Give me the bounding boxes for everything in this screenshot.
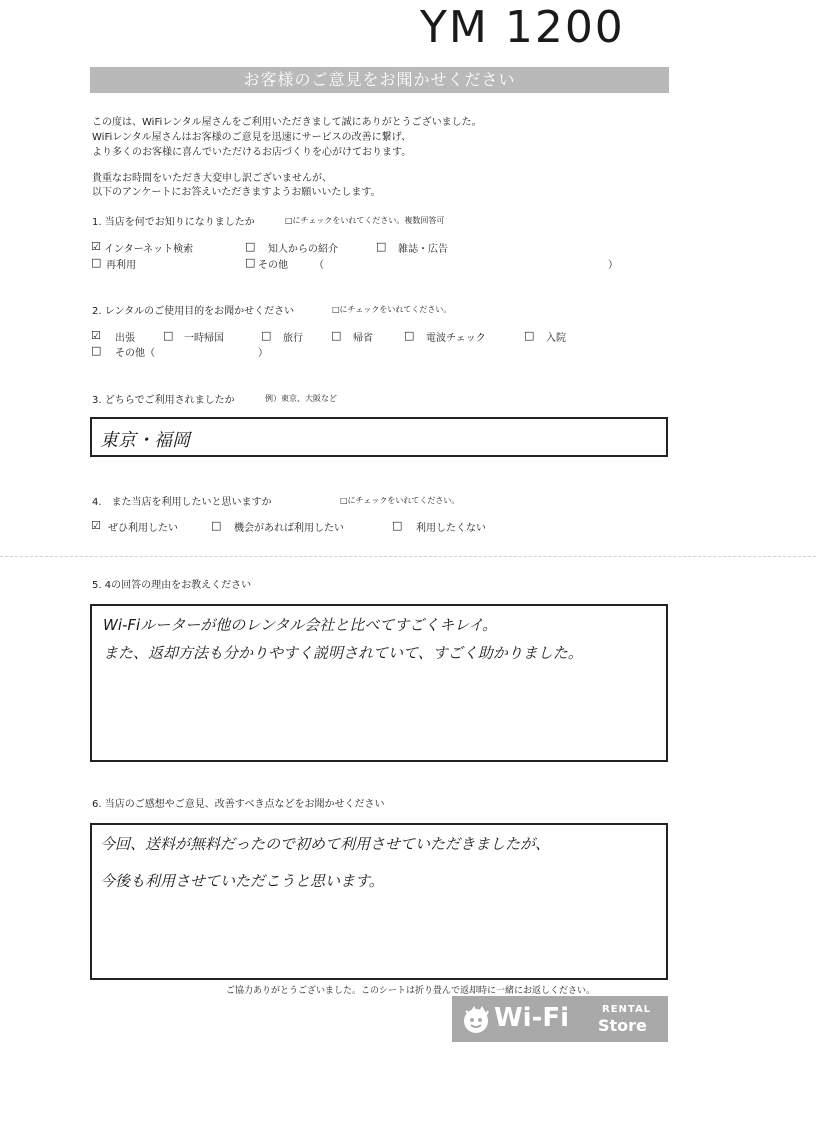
q2-checkbox-business[interactable]: ☑	[91, 329, 101, 342]
q2-option-business: 出張	[115, 333, 135, 344]
q4-option-no: 利用したくない	[416, 523, 486, 534]
q4-note: □にチェックをいれてください。	[340, 496, 460, 505]
q6-answer-line-2: 今後も利用させていただこうと思います。	[100, 872, 384, 890]
q1-other-open-paren: （	[314, 260, 324, 271]
q2-checkbox-homecoming[interactable]: □	[331, 329, 342, 342]
fold-line-1	[0, 556, 816, 557]
q4-option-if-chance: 機会があれば利用したい	[234, 523, 344, 534]
q2-option-signal-check: 電波チェック	[426, 333, 486, 344]
footer-note: ご協力ありがとうございました。このシートは折り畳んで返却時に一緒にお返しください。	[226, 986, 596, 996]
q2-option-homecoming: 帰省	[353, 333, 373, 344]
q2-other-close-paren: ）	[258, 348, 268, 359]
q4-checkbox-if-chance[interactable]: □	[211, 519, 222, 532]
q1-option-other: その他	[258, 260, 288, 271]
wifi-store-logo	[452, 996, 668, 1042]
q3-question: 3. どちらでご利用されましたか	[92, 395, 235, 406]
q2-checkbox-temp-return[interactable]: □	[163, 329, 174, 342]
q1-checkbox-reuse[interactable]: □	[91, 256, 102, 269]
q3-answer: 東京・福岡	[100, 430, 190, 451]
form-title: お客様のご意見をお聞かせください	[90, 67, 669, 93]
handwritten-id: YM 1200	[420, 2, 625, 53]
logo-main: Wi-Fi	[494, 1003, 570, 1033]
q1-checkbox-magazine[interactable]: □	[376, 240, 387, 253]
q2-checkbox-other[interactable]: □	[91, 344, 102, 357]
mascot-icon	[460, 1003, 492, 1035]
q1-option-friend: 知人からの紹介	[268, 244, 338, 255]
intro-line-1: この度は、WiFiレンタル屋さんをご利用いただきまして誠にありがとうございました。	[92, 117, 482, 128]
q6-answer-line-1: 今回、送料が無料だったので初めて利用させていただきましたが、	[100, 835, 551, 853]
intro-line-5: 以下のアンケートにお答えいただきますようお願いいたします。	[92, 187, 381, 198]
intro-line-2: WiFiレンタル屋さんはお客様のご意見を迅速にサービスの改善に繋げ、	[92, 132, 412, 143]
intro-line-4: 貴重なお時間をいただき大変申し訳ございませんが、	[92, 173, 332, 184]
q1-checkbox-friend[interactable]: □	[245, 240, 256, 253]
q5-answer-line-2: また、返却方法も分かりやすく説明されていて、すごく助かりました。	[103, 644, 583, 662]
q2-option-temp-return: 一時帰国	[184, 333, 224, 344]
q2-question: 2. レンタルのご使用目的をお聞かせください	[92, 306, 295, 317]
q1-other-close-paren: ）	[608, 260, 618, 271]
q1-note: □にチェックをいれてください。複数回答可	[285, 216, 445, 225]
intro-line-3: より多くのお客様に喜んでいただけるお店づくりを心がけております。	[92, 147, 412, 158]
q4-checkbox-definitely[interactable]: ☑	[91, 519, 101, 532]
q6-question: 6. 当店のご感想やご意見、改善すべき点などをお聞かせください	[92, 799, 385, 810]
logo-sub-top: RENTAL	[602, 1004, 652, 1015]
q3-example: 例）東京、大阪など	[265, 394, 337, 403]
q2-option-other: その他（	[115, 348, 155, 359]
q1-option-internet: インターネット検索	[104, 244, 194, 255]
q2-checkbox-signal-check[interactable]: □	[404, 329, 415, 342]
q2-note: □にチェックをいれてください。	[332, 305, 452, 314]
q2-checkbox-hospital[interactable]: □	[524, 329, 535, 342]
q1-checkbox-other[interactable]: □	[245, 256, 256, 269]
q4-option-definitely: ぜひ利用したい	[108, 523, 178, 534]
q1-option-magazine: 雑誌・広告	[398, 244, 448, 255]
q4-checkbox-no[interactable]: □	[392, 519, 403, 532]
logo-sub-bottom: Store	[598, 1016, 647, 1035]
q1-checkbox-internet[interactable]: ☑	[91, 240, 101, 253]
q2-option-hospital: 入院	[546, 333, 566, 344]
q2-checkbox-travel[interactable]: □	[261, 329, 272, 342]
q2-option-travel: 旅行	[283, 333, 303, 344]
q5-question: 5. 4の回答の理由をお教えください	[92, 580, 252, 591]
q1-option-reuse: 再利用	[106, 260, 136, 271]
q4-question: 4. また当店を利用したいと思いますか	[92, 497, 272, 508]
q5-answer-line-1: Wi-Fiルーターが他のレンタル会社と比べてすごくキレイ。	[103, 616, 497, 634]
q1-question: 1. 当店を何でお知りになりましたか	[92, 217, 255, 228]
